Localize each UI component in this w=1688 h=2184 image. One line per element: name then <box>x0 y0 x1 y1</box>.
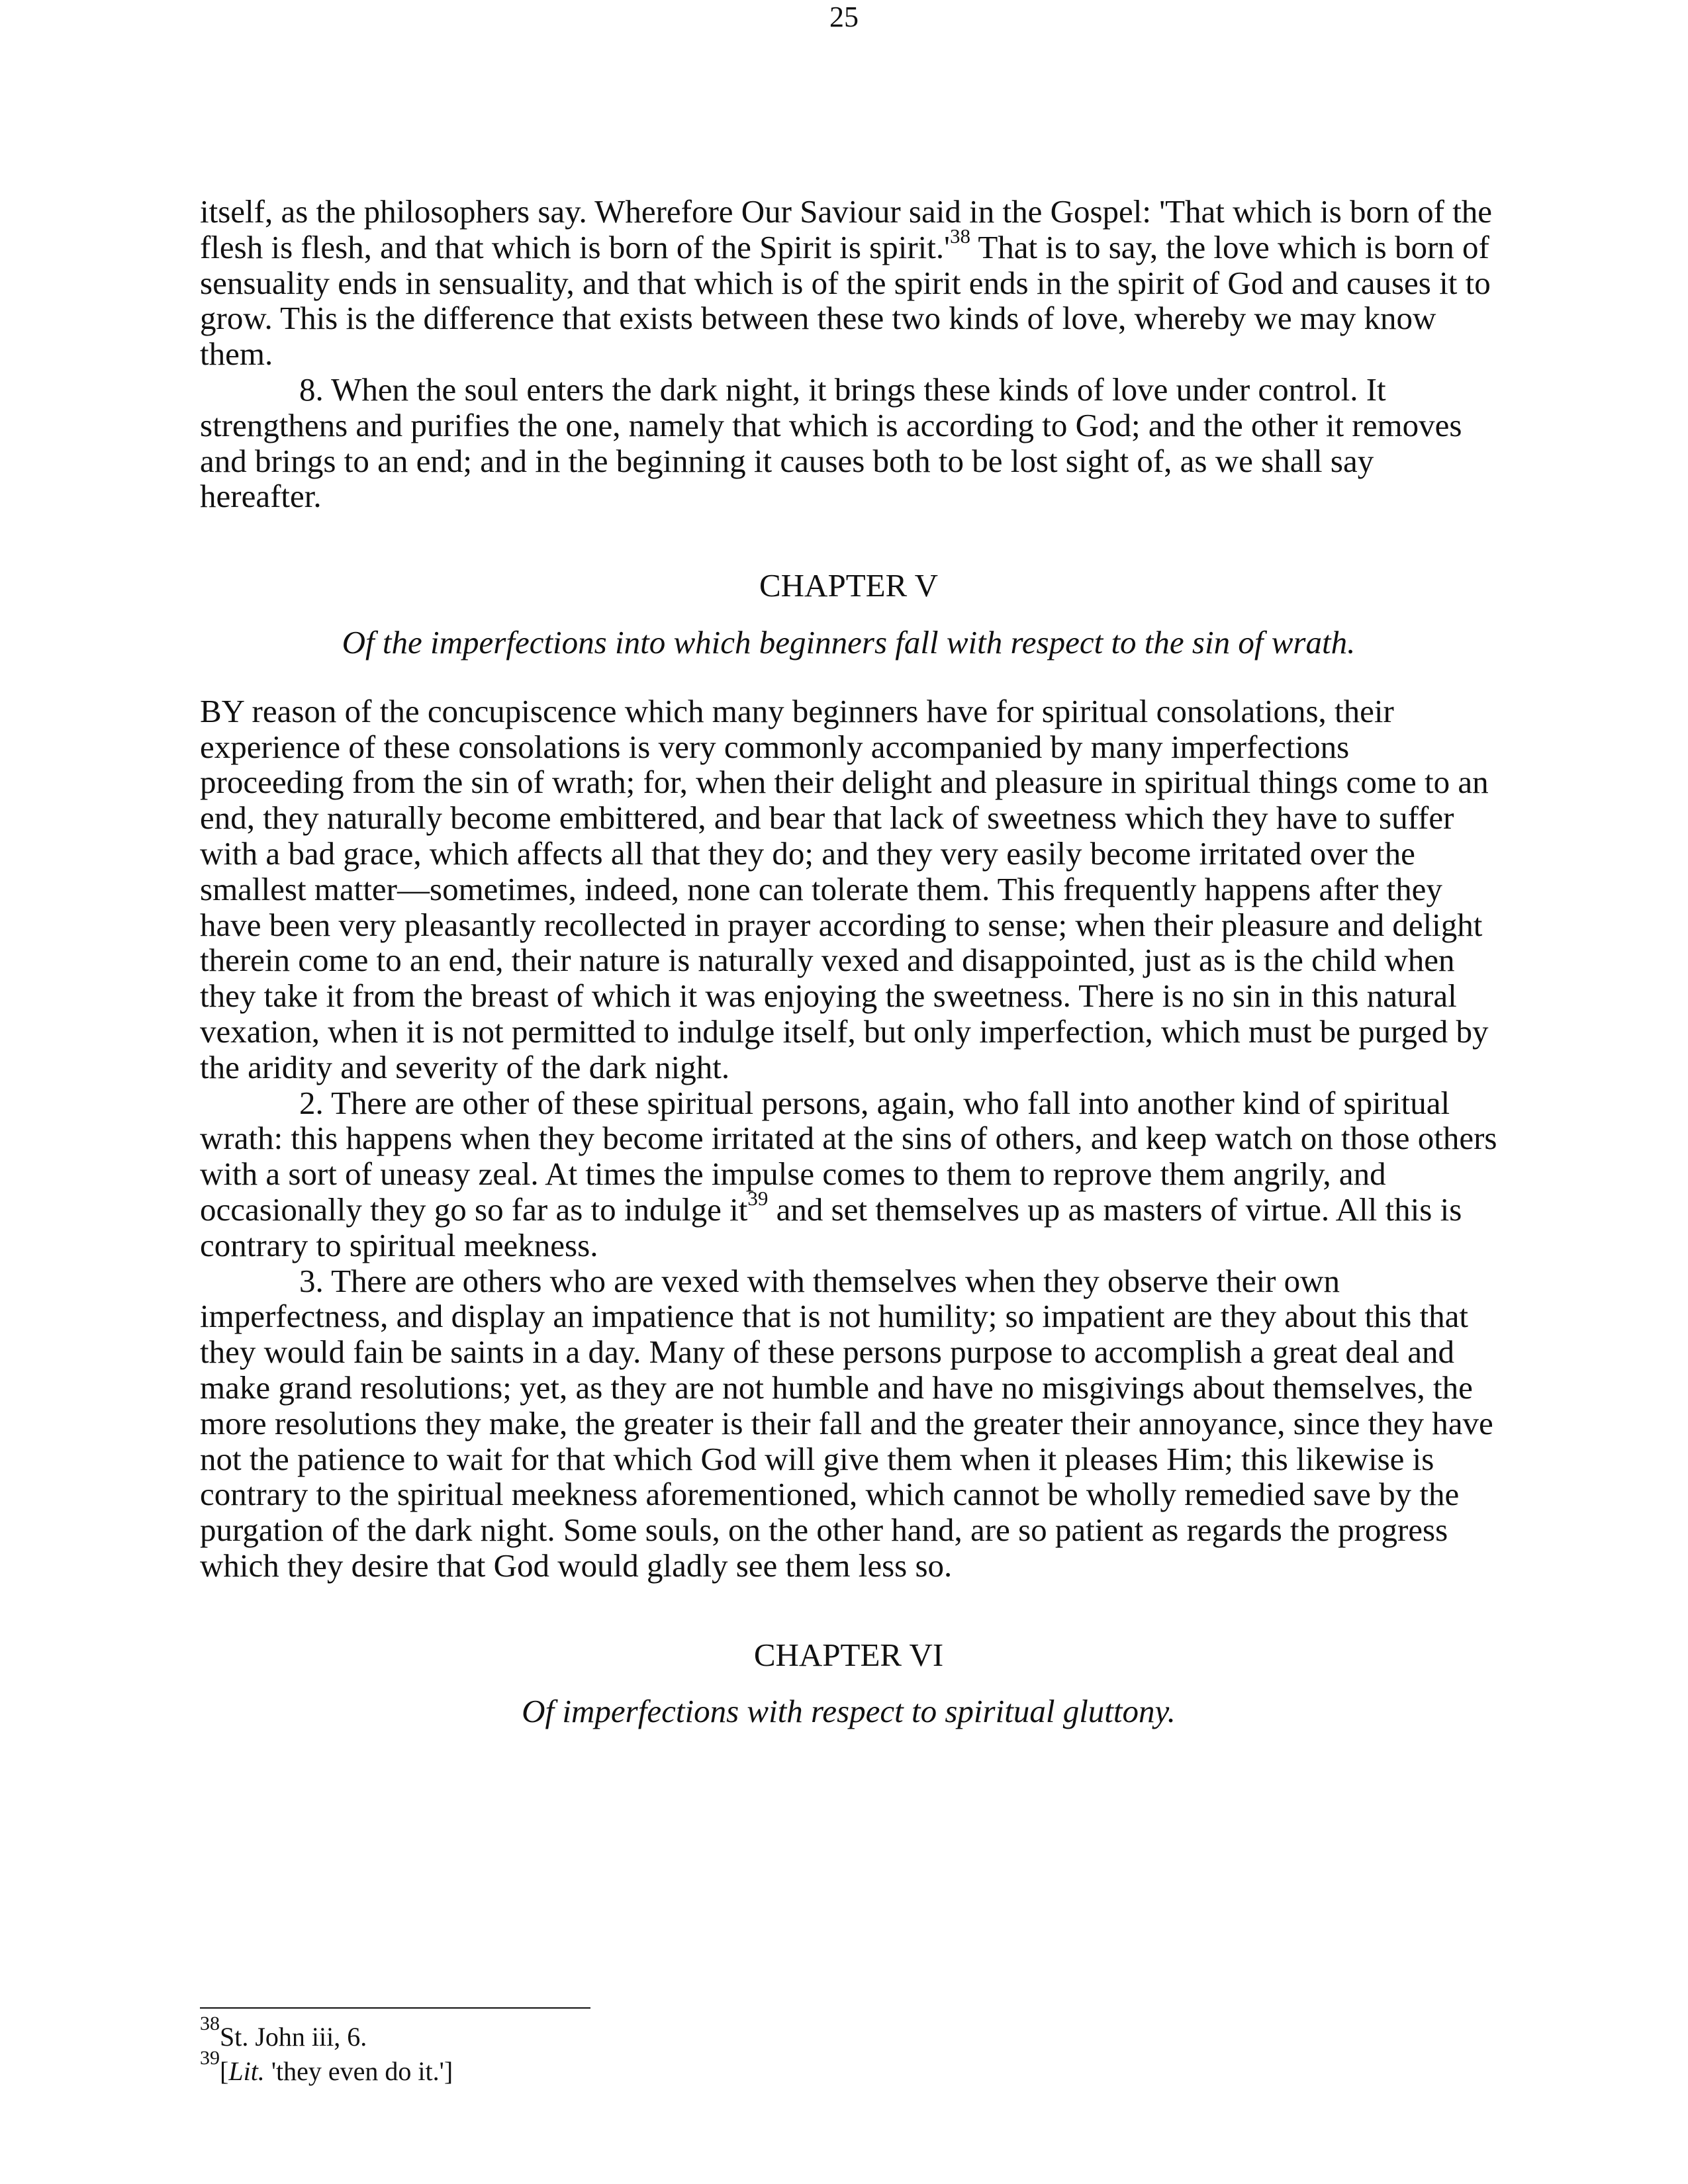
chapter-5-paragraph-1: BY reason of the concupiscence which many beginners have for spiritual consolations, their experience of these consolations is very commonly accompanied by many imperfections proceeding from the sin of wrath; for, when their delight and pleasure in spiritual things come to an end, they naturally become embittered, and bear that lack of sweetness which they have to suffer with a bad grace, which affects all that they do; and they very easily become irritated over the smallest matter—sometimes, indeed, none can tolerate them. This frequently happens after they have been very pleasantly recollected in prayer according to sense; when their pleasure and delight therein come to an end, their nature is naturally vexed and disappointed, just as is the child when they take it from the breast of which it was enjoying the sweetness. There is no sin in this natural vexation, when it is not permitted to indulge itself, but only imperfection, which must be purged by the aridity and severity of the dark night. <box>200 692 1489 1085</box>
chapter-6-subtitle: Of imperfections with respect to spiritual gluttony. <box>522 1693 1176 1730</box>
chapter-5-paragraph-2 <box>200 1085 1497 1263</box>
chapter-6-heading: CHAPTER VI <box>753 1636 944 1673</box>
footnote-number: 38 <box>200 2013 220 2034</box>
footnote-number: 39 <box>200 2047 220 2069</box>
chapter-5-paragraph-3: 3. There are others who are vexed with themselves when they observe their own imperfectness, and display an impatience that is not humility; so impatient are they about this that they would fain be saints in a day. Many of these persons purpose to accomplish a great deal and make grand resolutions; yet, as they are not humble and have no misgivings about themselves, the more resolutions they make, the greater is their fall and the greater their annoyance, since they have not the patience to wait for that which God will give them when it pleases Him; this likewise is contrary to the spiritual meekness aforementioned, which cannot be wholly remedied save by the purgation of the dark night. Some souls, on the other hand, are so patient as regards the progress which they desire that God would gladly see them less so. <box>200 1262 1493 1584</box>
chapter-5-paragraph-2-text-after: and set themselves up as masters of virtue. All this is contrary to spiritual meekness. <box>200 1191 1462 1263</box>
footnote-ref-39[interactable]: 39 <box>747 1186 769 1210</box>
footnote-text: 'they even do it.'] <box>264 2056 453 2086</box>
continuation-paragraph <box>200 194 1497 372</box>
chapter-5-heading: CHAPTER V <box>759 567 938 604</box>
paragraph-8: 8. When the soul enters the dark night, it brings these kinds of love under control. It strengthens and purifies the one, namely that which is according to God; and the other it removes and brings to an end; and in the beginning it causes both to be lost sight of, as we shall say hereafter. <box>200 371 1462 515</box>
footnote-38 <box>200 2013 1497 2054</box>
footnote-divider <box>200 2007 590 2009</box>
footnote-bracket: [ <box>220 2056 229 2086</box>
footnotes <box>200 2013 1497 2089</box>
page-body <box>200 194 1497 1729</box>
footnote-39 <box>200 2047 1497 2089</box>
continuation-text-after: That is to say, the love which is born of sensuality ends in sensuality, and that which is of the spirit ends in the spirit of God and causes it to grow. This is the difference that exists between these two kinds of love, whereby we may know them. <box>200 228 1491 373</box>
chapter-5-subtitle: Of the imperfections into which beginners fall with respect to the sin of wrath. <box>342 623 1356 660</box>
footnote-ref-38[interactable]: 38 <box>949 224 970 248</box>
page-number: 25 <box>829 1 859 33</box>
footnote-text: St. John iii, 6. <box>220 2022 367 2052</box>
footnote-italic: Lit. <box>228 2056 265 2086</box>
continuation-text: itself, as the philosophers say. Wherefore Our Saviour said in the Gospel: 'That which is born of the flesh is flesh, and that which is born of the Spirit is spirit.' <box>200 193 1493 265</box>
chapter-5-paragraph-2-text: 2. There are other of these spiritual persons, again, who fall into another kind of spiritual wrath: this happens when they become irritated at the sins of others, and keep watch on those others with a sort of uneasy zeal. At times the impulse comes to them to reprove them angrily, and occasionally they go so far as to indulge it <box>200 1084 1497 1228</box>
